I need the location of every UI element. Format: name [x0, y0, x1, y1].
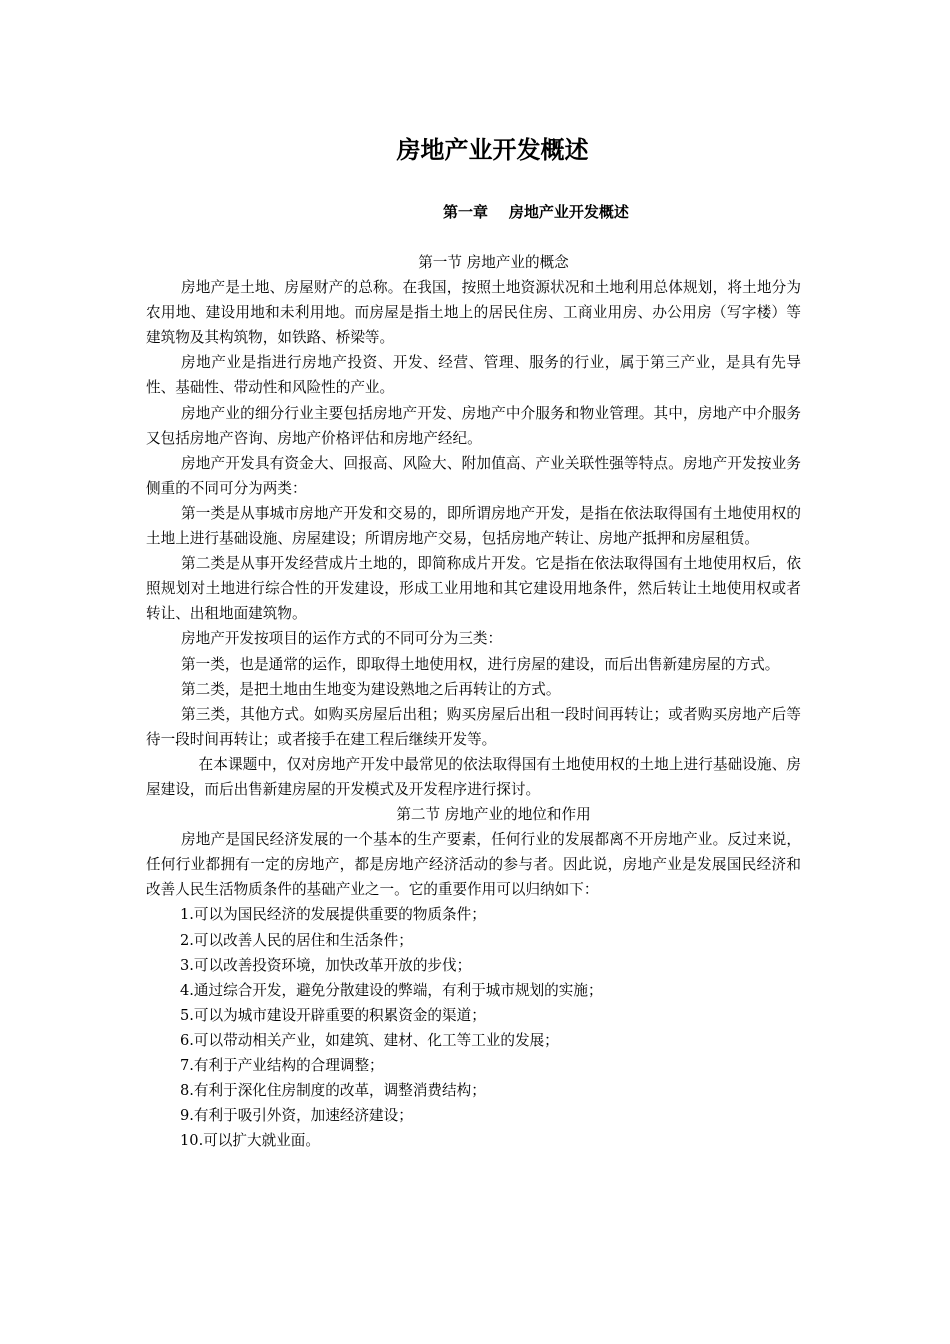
- section-2-title: 第二节 房地产业的地位和作用: [396, 806, 591, 824]
- role-list: [146, 902, 801, 1153]
- paragraph: 第三类，其他方式。如购买房屋后出租；购买房屋后出租一段时间再转让；或者购买房地产后等待一段时间再转让；或者接手在建工程后继续开发等。: [146, 705, 801, 748]
- paragraph: 在本课题中，仅对房地产开发中最常见的依法取得国有土地使用权的土地上进行基础设施、房屋建设，而后出售新建房屋的开发模式及开发程序进行探讨。: [146, 755, 801, 798]
- paragraph: 房地产开发具有资金大、回报高、风险大、附加值高、产业关联性强等特点。房地产开发按业务侧重的不同可分为两类：: [146, 454, 801, 497]
- paragraph: 房地产是土地、房屋财产的总称。在我国，按照土地资源状况和土地利用总体规划，将土地分为农用地、建设用地和未利用地。而房屋是指土地上的居民住房、工商业用房、办公用房（写字楼）等建筑物及其构筑物，如铁路、桥梁等。: [146, 279, 801, 347]
- paragraph: 房地产是国民经济发展的一个基本的生产要素，任何行业的发展都离不开房地产业。反过来说，任何行业都拥有一定的房地产，都是房地产经济活动的参与者。因此说，房地产业是发展国民经济和改善人民生活物质条件的基础产业之一。它的重要作用可以归纳如下：: [146, 831, 801, 899]
- list-item: 2.可以改善人民的居住和生活条件；: [180, 931, 413, 949]
- paragraph: 第一类是从事城市房地产开发和交易的，即所谓房地产开发，是指在依法取得国有土地使用权的土地上进行基础设施、房屋建设；所谓房地产交易，包括房地产转让、房地产抵押和房屋租赁。: [146, 504, 801, 548]
- paragraph: 第二类，是把土地由生地变为建设熟地之后再转让的方式。: [181, 680, 561, 698]
- paragraph: 房地产业的细分行业主要包括房地产开发、房地产中介服务和物业管理。其中，房地产中介服务又包括房地产咨询、房地产价格评估和房地产经纪。: [146, 404, 801, 447]
- paragraph: 第一类，也是通常的运作，即取得土地使用权，进行房屋的建设，而后出售新建房屋的方式。: [181, 655, 780, 673]
- paragraph: 房地产业是指进行房地产投资、开发、经营、管理、服务的行业，属于第三产业，是具有先导性、基础性、带动性和风险性的产业。: [146, 354, 801, 397]
- chapter-title: 第一章 房地产业开发概述: [443, 203, 629, 221]
- document-body: [146, 250, 801, 1153]
- paragraph: 房地产开发按项目的运作方式的不同可分为三类：: [181, 630, 503, 648]
- list-item: 5.可以为城市建设开辟重要的积累资金的渠道；: [180, 1006, 486, 1024]
- list-item: 7.有利于产业结构的合理调整；: [180, 1057, 384, 1074]
- list-item: 3.可以改善投资环境，加快改革开放的步伐；: [180, 956, 472, 974]
- list-item: 6.可以带动相关产业，如建筑、建材、化工等工业的发展；: [180, 1031, 559, 1049]
- list-item: 4.通过综合开发，避免分散建设的弊端，有利于城市规划的实施；: [180, 981, 603, 999]
- document-title: 房地产业开发概述: [396, 136, 589, 164]
- list-item: 9.有利于吸引外资，加速经济建设；: [180, 1107, 413, 1125]
- list-item: 1.可以为国民经济的发展提供重要的物质条件；: [180, 906, 486, 924]
- paragraph: 第二类是从事开发经营成片土地的，即简称成片开发。它是指在依法取得国有土地使用权后，依照规划对土地进行综合性的开发建设，形成工业用地和其它建设用地条件，然后转让土地使用权或者转让、出租地面建筑物。: [146, 555, 801, 623]
- list-item: 10.可以扩大就业面。: [180, 1132, 320, 1150]
- list-item: 8.有利于深化住房制度的改革，调整消费结构；: [180, 1082, 486, 1100]
- section-1-title: 第一节 房地产业的概念: [418, 254, 569, 271]
